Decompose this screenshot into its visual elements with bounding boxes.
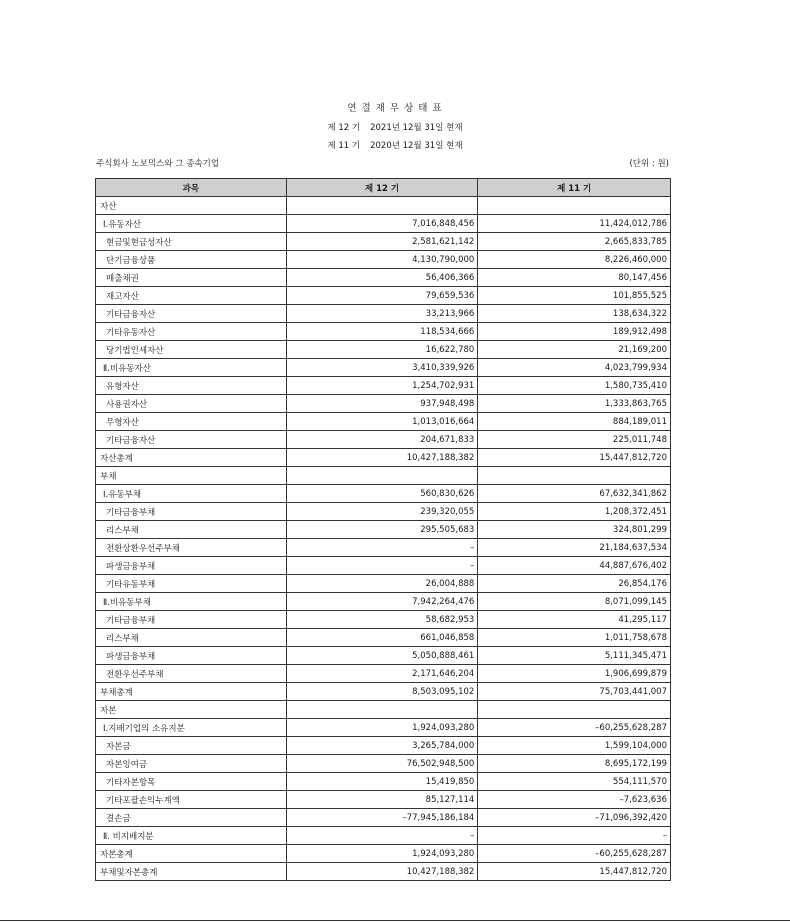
previous-period-amount: 75,703,441,007 (478, 683, 671, 701)
table-row (96, 611, 671, 629)
header-account: 과목 (96, 179, 287, 197)
table-row (96, 521, 671, 539)
current-period-amount: – (286, 827, 478, 845)
table-row (96, 197, 671, 215)
current-period-amount (286, 467, 478, 485)
table-row (96, 647, 671, 665)
period-previous-term: 제 11 기 (327, 141, 361, 151)
balance-sheet-table (95, 178, 671, 881)
table-row (96, 485, 671, 503)
account-name: 자본총계 (96, 845, 287, 863)
account-name: 당기법인세자산 (96, 341, 287, 359)
current-period-amount: 118,534,666 (286, 323, 478, 341)
page-bottom-rule (0, 920, 790, 921)
account-name: 기타금융부채 (96, 611, 287, 629)
table-header-row (96, 179, 671, 197)
previous-period-amount: 884,189,011 (478, 413, 671, 431)
table-row (96, 233, 671, 251)
table-row (96, 593, 671, 611)
current-period-amount: 76,502,948,500 (286, 755, 478, 773)
account-name: 기타유동부채 (96, 575, 287, 593)
current-period-amount: 4,130,790,000 (286, 251, 478, 269)
current-period-amount: 26,004,888 (286, 575, 478, 593)
previous-period-amount: 101,855,525 (478, 287, 671, 305)
previous-period-amount: 67,632,341,862 (478, 485, 671, 503)
current-period-amount: 560,830,626 (286, 485, 478, 503)
current-period-amount: 937,948,498 (286, 395, 478, 413)
previous-period-amount: 15,447,812,720 (478, 863, 671, 881)
account-name: 자본잉여금 (96, 755, 287, 773)
previous-period-amount: 4,023,799,934 (478, 359, 671, 377)
account-name: 현금및현금성자산 (96, 233, 287, 251)
current-period-amount: 33,213,966 (286, 305, 478, 323)
account-name: Ⅰ.지배기업의 소유지분 (96, 719, 287, 737)
table-row (96, 629, 671, 647)
account-name: 자산총계 (96, 449, 287, 467)
previous-period-amount: –60,255,628,287 (478, 845, 671, 863)
current-period-amount: 1,924,093,280 (286, 845, 478, 863)
current-period-amount: 2,171,646,204 (286, 665, 478, 683)
account-name: 부채및자본총계 (96, 863, 287, 881)
account-name: 유형자산 (96, 377, 287, 395)
previous-period-amount: 15,447,812,720 (478, 449, 671, 467)
account-name: 전환우선주부채 (96, 665, 287, 683)
table-row (96, 449, 671, 467)
table-row (96, 539, 671, 557)
table-row (96, 683, 671, 701)
current-period-amount: 1,013,016,664 (286, 413, 478, 431)
table-row (96, 431, 671, 449)
account-name: 리스부채 (96, 629, 287, 647)
account-name: 부채 (96, 467, 287, 485)
account-name: 무형자산 (96, 413, 287, 431)
period-current-term: 제 12 기 (327, 123, 361, 133)
table-row (96, 701, 671, 719)
current-period-amount: 16,622,780 (286, 341, 478, 359)
previous-period-amount (478, 197, 671, 215)
account-name: Ⅱ. 비지배지분 (96, 827, 287, 845)
current-period-amount: 295,505,683 (286, 521, 478, 539)
previous-period-amount: 1,333,863,765 (478, 395, 671, 413)
period-previous (0, 139, 790, 151)
previous-period-amount: 21,184,637,534 (478, 539, 671, 557)
previous-period-amount: – (478, 827, 671, 845)
current-period-amount: – (286, 557, 478, 575)
account-name: 기타금융자산 (96, 305, 287, 323)
account-name: 재고자산 (96, 287, 287, 305)
account-name: 기타포괄손익누계액 (96, 791, 287, 809)
previous-period-amount: 324,801,299 (478, 521, 671, 539)
account-name: 전환상환우선주부채 (96, 539, 287, 557)
table-row (96, 737, 671, 755)
table-row (96, 395, 671, 413)
previous-period-amount: –60,255,628,287 (478, 719, 671, 737)
current-period-amount: 661,046,858 (286, 629, 478, 647)
previous-period-amount: 41,295,117 (478, 611, 671, 629)
account-name: 기타유동자산 (96, 323, 287, 341)
current-period-amount: 58,682,953 (286, 611, 478, 629)
current-period-amount: 5,050,888,461 (286, 647, 478, 665)
table-row (96, 719, 671, 737)
current-period-amount: –77,945,186,184 (286, 809, 478, 827)
previous-period-amount: 1,208,372,451 (478, 503, 671, 521)
current-period-amount: 204,671,833 (286, 431, 478, 449)
current-period-amount: 3,410,339,926 (286, 359, 478, 377)
table-row (96, 791, 671, 809)
current-period-amount: 2,581,621,142 (286, 233, 478, 251)
account-name: Ⅰ.유동자산 (96, 215, 287, 233)
previous-period-amount: 5,111,345,471 (478, 647, 671, 665)
previous-period-amount: 8,226,460,000 (478, 251, 671, 269)
table-row (96, 809, 671, 827)
current-period-amount: – (286, 539, 478, 557)
table-row (96, 287, 671, 305)
previous-period-amount: 138,634,322 (478, 305, 671, 323)
current-period-amount: 56,406,366 (286, 269, 478, 287)
account-name: Ⅱ.비유동부채 (96, 593, 287, 611)
previous-period-amount: 554,111,570 (478, 773, 671, 791)
account-name: 파생금융부채 (96, 557, 287, 575)
previous-period-amount: 2,665,833,785 (478, 233, 671, 251)
current-period-amount: 8,503,095,102 (286, 683, 478, 701)
account-name: 자본금 (96, 737, 287, 755)
table-row (96, 251, 671, 269)
current-period-amount: 1,924,093,280 (286, 719, 478, 737)
current-period-amount: 239,320,055 (286, 503, 478, 521)
statement-title: 연 결 재 무 상 태 표 (347, 103, 443, 114)
previous-period-amount: 26,854,176 (478, 575, 671, 593)
table-row (96, 845, 671, 863)
table-row (96, 827, 671, 845)
current-period-amount: 10,427,188,382 (286, 863, 478, 881)
account-name: 사용권자산 (96, 395, 287, 413)
previous-period-amount: 225,011,748 (478, 431, 671, 449)
current-period-amount: 85,127,114 (286, 791, 478, 809)
previous-period-amount: 1,011,758,678 (478, 629, 671, 647)
table-row (96, 467, 671, 485)
period-current-date: 2021년 12월 31일 현재 (370, 123, 463, 133)
account-name: 기타자본항목 (96, 773, 287, 791)
table-row (96, 575, 671, 593)
table-row (96, 305, 671, 323)
account-name: 부채총계 (96, 683, 287, 701)
previous-period-amount: 189,912,498 (478, 323, 671, 341)
account-name: 파생금융부채 (96, 647, 287, 665)
account-name: Ⅰ.유동부채 (96, 485, 287, 503)
header-current-period: 제 12 기 (286, 179, 478, 197)
previous-period-amount: 80,147,456 (478, 269, 671, 287)
period-current (0, 121, 790, 133)
current-period-amount: 7,016,848,456 (286, 215, 478, 233)
header-previous-period: 제 11 기 (478, 179, 671, 197)
table-row (96, 503, 671, 521)
account-name: 단기금융상품 (96, 251, 287, 269)
previous-period-amount: –71,096,392,420 (478, 809, 671, 827)
account-name: 매출채권 (96, 269, 287, 287)
current-period-amount (286, 197, 478, 215)
table-row (96, 323, 671, 341)
previous-period-amount: –7,623,636 (478, 791, 671, 809)
current-period-amount: 10,427,188,382 (286, 449, 478, 467)
previous-period-amount: 8,695,172,199 (478, 755, 671, 773)
account-name: 기타금융자산 (96, 431, 287, 449)
previous-period-amount: 1,599,104,000 (478, 737, 671, 755)
previous-period-amount: 21,169,200 (478, 341, 671, 359)
company-name: 주식회사 노보믹스와 그 종속기업 (96, 159, 220, 169)
previous-period-amount: 11,424,012,786 (478, 215, 671, 233)
table-row (96, 755, 671, 773)
table-body (96, 197, 671, 881)
current-period-amount: 7,942,264,476 (286, 593, 478, 611)
previous-period-amount (478, 701, 671, 719)
unit-label: (단위 : 원) (629, 159, 669, 169)
account-name: 자본 (96, 701, 287, 719)
table-row (96, 215, 671, 233)
account-name: 기타금융부채 (96, 503, 287, 521)
table-row (96, 269, 671, 287)
previous-period-amount (478, 467, 671, 485)
table-row (96, 377, 671, 395)
table-row (96, 557, 671, 575)
previous-period-amount: 44,887,676,402 (478, 557, 671, 575)
table-row (96, 863, 671, 881)
table-row (96, 359, 671, 377)
table-row (96, 665, 671, 683)
account-name: Ⅱ.비유동자산 (96, 359, 287, 377)
account-name: 자산 (96, 197, 287, 215)
current-period-amount: 79,659,536 (286, 287, 478, 305)
table-row (96, 413, 671, 431)
previous-period-amount: 8,071,099,145 (478, 593, 671, 611)
account-name: 결손금 (96, 809, 287, 827)
period-previous-date: 2020년 12월 31일 현재 (370, 141, 463, 151)
current-period-amount: 3,265,784,000 (286, 737, 478, 755)
table-row (96, 773, 671, 791)
previous-period-amount: 1,906,699,879 (478, 665, 671, 683)
current-period-amount: 15,419,850 (286, 773, 478, 791)
current-period-amount: 1,254,702,931 (286, 377, 478, 395)
previous-period-amount: 1,580,735,410 (478, 377, 671, 395)
table-row (96, 341, 671, 359)
current-period-amount (286, 701, 478, 719)
account-name: 리스부채 (96, 521, 287, 539)
